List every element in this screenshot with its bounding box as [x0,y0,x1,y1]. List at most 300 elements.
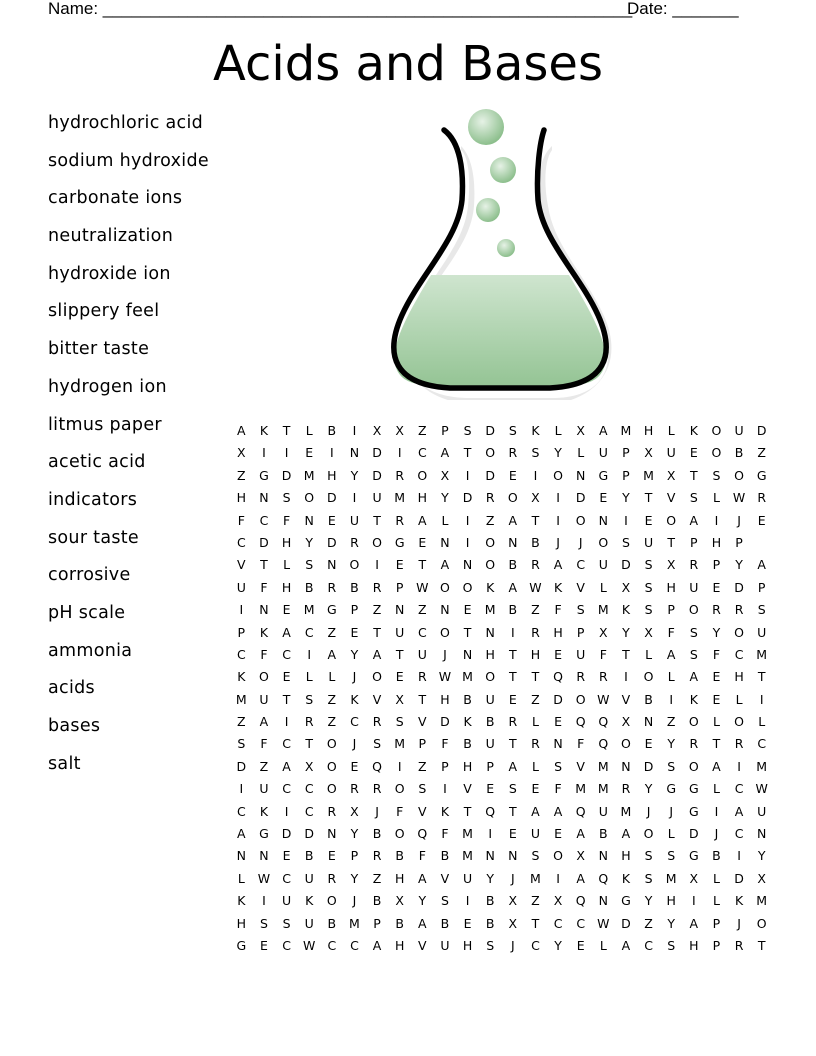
grid-row [230,487,773,509]
word-list-item: bases [48,716,101,736]
grid-letter: O [598,534,609,550]
grid-letter: C [282,937,291,953]
grid-letter: P [712,915,721,931]
grid-letter: C [236,803,246,819]
grid-letter: L [735,691,743,707]
grid-letter: Y [622,624,630,640]
grid-letter: H [689,937,699,953]
grid-letter: O [417,467,428,483]
grid-letter: N [327,557,337,573]
grid-letter: Z [418,423,427,438]
grid-letter: R [531,624,540,640]
grid-letter: U [462,870,473,886]
grid-letter: W [303,937,316,953]
grid-letter: I [759,691,764,707]
grid-letter: V [621,691,631,707]
grid-letter: S [440,893,449,909]
grid-letter: R [576,669,586,685]
grid-letter: U [304,915,314,931]
grid-row [230,465,773,487]
grid-letter: R [508,445,518,461]
grid-letter: A [237,826,246,842]
grid-letter: A [372,646,382,662]
grid-letter: E [531,781,540,797]
grid-letter: Y [350,646,359,662]
grid-letter: M [303,467,315,483]
grid-letter: D [326,534,337,550]
grid-letter: M [462,848,473,864]
grid-letter: D [621,557,631,573]
grid-letter: S [621,534,630,550]
grid-letter: T [508,736,517,752]
grid-letter: F [260,646,268,662]
grid-letter: C [350,937,359,953]
grid-letter: S [757,602,766,618]
grid-letter: N [757,826,767,842]
grid-letter: R [712,602,721,618]
grid-letter: T [463,803,472,819]
grid-letter: Y [667,915,675,931]
word-list-item: litmus paper [48,414,162,435]
grid-letter: E [689,445,698,461]
grid-letter: Z [327,714,337,730]
grid-letter: V [418,937,427,953]
grid-letter: E [554,826,563,842]
grid-letter: R [417,669,427,685]
grid-letter: C [553,915,563,931]
grid-letter: F [396,803,404,819]
grid-letter: X [576,423,585,438]
page-title: Acids and Bases [213,36,603,92]
grid-letter: B [485,915,495,931]
date-field-label: Date: _______ [627,0,739,18]
word-list-item: ammonia [48,640,133,661]
grid-letter: H [417,490,428,506]
grid-letter: E [644,736,653,752]
grid-letter: C [576,557,586,573]
grid-letter: A [757,557,766,573]
grid-letter: U [281,893,292,909]
grid-letter: I [465,467,470,483]
grid-letter: S [259,915,268,931]
grid-letter: S [667,848,676,864]
grid-letter: U [304,870,314,886]
grid-letter: U [666,445,676,461]
grid-letter: S [667,937,676,953]
grid-letter: O [688,714,699,730]
grid-letter: O [575,512,586,528]
grid-letter: H [236,490,247,506]
grid-letter: O [372,534,382,550]
grid-letter: O [643,669,654,685]
grid-letter: S [395,714,404,730]
grid-letter: R [531,557,540,573]
grid-letter: L [758,714,766,730]
grid-row [230,577,773,599]
grid-letter: I [239,781,244,797]
grid-letter: M [484,602,496,618]
grid-letter: W [597,691,610,707]
grid-letter: Y [350,826,359,842]
grid-letter: B [304,848,314,864]
grid-letter: L [283,557,291,573]
grid-letter: A [712,758,721,774]
grid-letter: M [643,467,654,483]
grid-letter: S [282,915,291,931]
grid-letter: N [621,758,631,774]
grid-letter: C [417,445,427,461]
grid-letter: M [756,758,768,774]
grid-letter: X [644,624,653,640]
grid-letter: B [508,557,518,573]
grid-letter: X [689,870,699,886]
grid-letter: H [666,579,676,595]
grid-letter: A [666,646,676,662]
grid-letter: N [485,624,495,640]
grid-letter: K [259,624,269,640]
grid-letter: Z [531,602,540,618]
grid-letter: O [643,826,654,842]
grid-letter: G [394,534,405,550]
grid-letter: O [553,848,563,864]
grid-letter: O [688,602,699,618]
grid-letter: A [508,758,518,774]
grid-letter: T [531,512,540,528]
grid-letter: C [236,646,246,662]
grid-letter: K [259,423,269,438]
grid-letter: A [599,423,608,438]
grid-letter: T [463,624,472,640]
grid-letter: P [622,445,630,461]
grid-letter: X [621,579,631,595]
grid-letter: I [556,512,560,528]
grid-letter: C [282,646,291,662]
grid-letter: O [734,624,744,640]
grid-row [230,935,773,957]
grid-letter: A [621,826,631,842]
grid-letter: E [712,579,721,595]
grid-letter: O [440,579,450,595]
grid-letter: T [282,423,291,438]
grid-letter: M [756,646,768,662]
grid-letter: A [689,915,699,931]
grid-letter: T [508,646,517,662]
grid-letter: X [395,691,404,707]
grid-letter: N [553,736,563,752]
grid-letter: E [305,445,314,461]
grid-letter: Y [622,490,630,506]
grid-letter: O [711,445,722,461]
grid-letter: H [462,758,473,774]
grid-letter: O [485,445,496,461]
grid-letter: K [621,602,631,618]
grid-row [230,532,773,554]
grid-row [230,442,773,464]
grid-letter: V [418,714,427,730]
word-list [48,110,228,788]
grid-letter: M [597,758,609,774]
grid-letter: U [349,512,360,528]
grid-letter: X [666,467,676,483]
word-list-item: hydrogen ion [48,376,167,397]
grid-letter: I [352,423,357,438]
grid-letter: Z [237,714,246,730]
grid-letter: E [463,915,472,931]
grid-letter: I [737,848,741,864]
grid-letter: R [372,579,382,595]
grid-letter: N [508,534,518,550]
grid-letter: I [443,781,447,797]
grid-letter: R [350,781,359,797]
grid-letter: I [284,803,289,819]
grid-letter: B [485,714,495,730]
grid-letter: O [259,669,269,685]
grid-letter: Q [553,669,563,685]
grid-letter: H [734,669,744,685]
header-line [48,0,768,21]
grid-letter: E [508,826,517,842]
grid-letter: A [734,803,744,819]
grid-letter: J [646,803,651,819]
grid-letter: B [372,826,382,842]
grid-letter: S [576,602,585,618]
grid-letter: P [712,937,721,953]
grid-letter: J [510,870,515,886]
grid-letter: E [508,467,517,483]
grid-letter: S [531,848,540,864]
grid-letter: Z [418,602,427,618]
grid-letter: A [576,826,585,842]
grid-letter: W [755,781,768,797]
grid-letter: N [395,602,405,618]
grid-letter: D [734,870,744,886]
grid-letter: A [282,758,291,774]
grid-letter: E [395,669,404,685]
grid-letter: D [462,490,473,506]
grid-letter: S [486,937,495,953]
grid-letter: C [734,781,744,797]
grid-letter: E [350,624,359,640]
grid-row [230,666,773,688]
grid-letter: Z [237,467,246,483]
grid-letter: B [508,602,518,618]
grid-letter: Y [735,557,743,573]
grid-letter: G [259,826,269,842]
grid-letter: Y [644,893,653,909]
grid-letter: K [237,893,246,909]
grid-letter: C [304,803,314,819]
grid-letter: A [418,512,427,528]
grid-letter: K [621,870,631,886]
grid-letter: O [462,579,473,595]
grid-letter: Y [554,937,562,953]
grid-letter: R [757,490,767,506]
grid-letter: X [372,423,382,438]
grid-letter: B [531,534,540,550]
grid-letter: N [236,848,246,864]
grid-letter: W [257,870,271,886]
grid-letter: V [666,490,676,506]
grid-letter: R [531,736,540,752]
grid-letter: R [508,714,518,730]
grid-letter: U [643,534,654,550]
grid-letter: I [262,893,266,909]
grid-letter: G [666,781,677,797]
grid-letter: I [397,445,402,461]
grid-letter: O [372,669,382,685]
grid-letter: I [624,669,628,685]
grid-letter: R [395,512,405,528]
grid-letter: S [689,646,698,662]
grid-letter: S [282,490,291,506]
grid-letter: O [440,624,450,640]
grid-letter: S [689,490,698,506]
grid-letter: D [485,423,495,438]
grid-letter: A [689,512,699,528]
grid-letter: I [465,534,470,550]
grid-letter: V [576,758,585,774]
grid-letter: I [262,445,266,461]
grid-letter: P [395,579,404,595]
grid-row [230,823,773,845]
grid-letter: R [734,937,744,953]
grid-letter: B [304,579,314,595]
grid-letter: H [394,870,405,886]
grid-letter: L [712,870,720,886]
grid-letter: E [508,691,517,707]
grid-letter: K [734,893,744,909]
grid-letter: A [508,579,518,595]
grid-letter: Z [372,602,382,618]
grid-letter: M [575,781,587,797]
grid-letter: K [237,669,246,685]
grid-letter: T [418,691,427,707]
grid-letter: M [462,669,473,685]
grid-letter: S [644,579,653,595]
grid-letter: U [236,579,246,595]
grid-letter: T [531,915,540,931]
grid-letter: O [394,781,405,797]
grid-letter: V [440,870,450,886]
grid-letter: O [304,490,315,506]
grid-letter: J [510,937,515,953]
grid-letter: B [463,691,472,707]
grid-letter: R [372,781,382,797]
grid-letter: I [669,691,674,707]
grid-letter: F [554,602,562,618]
grid-letter: K [689,423,698,438]
grid-letter: B [350,579,359,595]
grid-letter: M [597,781,609,797]
grid-letter: N [349,445,360,461]
grid-letter: P [757,579,766,595]
grid-letter: S [644,557,653,573]
grid-letter: C [282,870,291,886]
grid-letter: G [326,602,337,618]
grid-letter: L [712,781,720,797]
grid-letter: O [734,714,744,730]
grid-letter: O [485,669,496,685]
grid-letter: D [553,691,563,707]
grid-letter: B [599,826,608,842]
grid-letter: L [305,423,313,438]
grid-letter: C [282,736,291,752]
grid-letter: U [757,803,767,819]
grid-letter: P [712,557,721,573]
grid-letter: H [236,915,247,931]
grid-letter: A [259,714,269,730]
grid-letter: Q [575,714,586,730]
grid-letter: D [372,445,382,461]
grid-letter: T [463,445,472,461]
grid-letter: W [597,915,610,931]
grid-letter: I [556,870,560,886]
grid-letter: J [556,534,560,550]
grid-letter: T [757,937,766,953]
grid-letter: T [373,512,381,528]
grid-letter: G [688,781,699,797]
grid-letter: L [599,937,607,953]
grid-letter: T [622,646,630,662]
grid-letter: I [465,512,470,528]
grid-letter: D [485,467,495,483]
letter-grid [230,420,773,957]
grid-letter: L [328,669,336,685]
grid-letter: C [531,937,540,953]
grid-letter: S [667,758,676,774]
grid-letter: R [327,579,337,595]
grid-letter: Z [418,758,427,774]
grid-letter: E [486,781,495,797]
grid-letter: O [326,758,337,774]
grid-letter: P [441,758,449,774]
grid-letter: S [644,870,653,886]
grid-letter: B [327,423,337,438]
grid-letter: Q [598,870,609,886]
grid-row [230,622,773,644]
grid-letter: H [485,646,495,662]
grid-letter: O [734,467,744,483]
grid-letter: A [508,512,518,528]
grid-letter: O [621,736,631,752]
grid-letter: E [576,937,585,953]
grid-letter: P [735,534,743,550]
grid-letter: P [350,848,359,864]
grid-letter: K [689,691,698,707]
grid-letter: M [620,423,632,438]
grid-letter: A [553,803,563,819]
grid-letter: U [259,691,269,707]
grid-row [230,845,773,867]
grid-letter: R [485,490,495,506]
grid-letter: K [440,803,450,819]
grid-letter: C [304,781,314,797]
grid-letter: T [757,669,766,685]
grid-letter: X [237,445,246,461]
grid-letter: U [598,557,608,573]
grid-letter: D [326,490,337,506]
grid-letter: O [666,512,677,528]
grid-letter: X [350,803,359,819]
grid-letter: D [281,826,292,842]
grid-letter: I [533,467,538,483]
grid-letter: P [576,624,585,640]
grid-letter: M [756,893,768,909]
grid-letter: S [689,624,698,640]
word-list-item: slippery feel [48,301,160,322]
grid-letter: Y [712,624,721,640]
grid-letter: A [576,870,585,886]
